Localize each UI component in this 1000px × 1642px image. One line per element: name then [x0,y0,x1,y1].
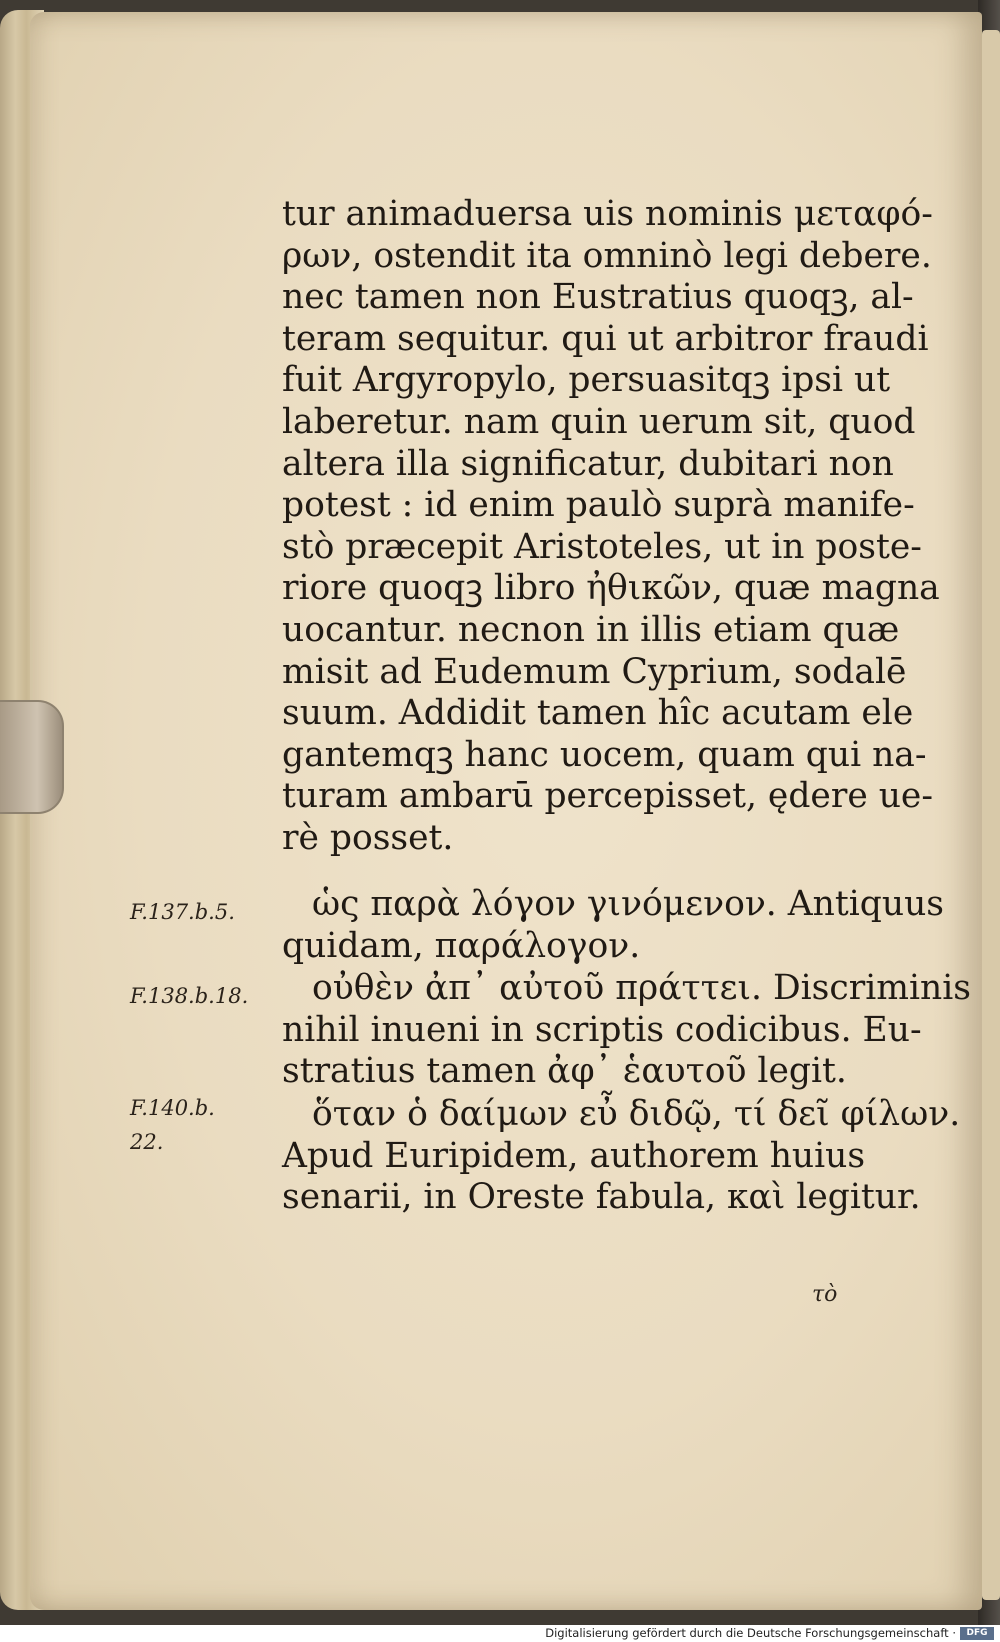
annotation-entry [282,968,971,1093]
margin-reference: F.138.b.18. [130,984,249,1008]
text-line: nihil inueni in scriptis codicibus. Eu- [282,1009,922,1050]
text-line: fuit Argyropylo, persuasitqꝫ ipsi ut [282,360,891,401]
text-line: stò præcepit Aristoteles, ut in poste- [282,526,922,567]
text-line: altera illa significatur, dubitari non [282,443,894,484]
text-line: stratius tamen ἀφ᾽ ἑαυτοῦ legit. [282,1051,847,1092]
margin-reference-continued: 22. [130,1130,164,1154]
text-line: ὡς παρὰ λόγον γινόμενον. Antiquus [312,884,945,924]
text-line: quidam, παράλογον. [282,925,641,966]
text-line: rè posset. [282,817,454,858]
text-line: uocantur. necnon in illis etiam quæ [282,609,900,650]
annotation-entry [282,1094,961,1219]
text-line: tur animaduersa uis nominis μεταφό- [282,194,933,234]
catchword: τὸ [812,1282,838,1307]
dfg-logo: DFG [960,1627,994,1640]
body-text [282,194,940,860]
text-line: riore quoqꝫ libro ἠθικῶν, quæ magna [282,568,940,609]
adjacent-page-edge [982,30,1000,1600]
margin-reference: F.137.b.5. [130,900,235,924]
text-line: Apud Euripidem, authorem huius [282,1135,866,1176]
page-clip [0,700,64,814]
text-line: suum. Addidit tamen hîc acutam ele [282,693,914,734]
text-line: nec tamen non Eustratius quoqꝫ, al- [282,277,914,318]
text-line: potest : id enim paulò suprà manife- [282,485,915,526]
text-line: gantemqꝫ hanc uocem, quam qui na- [282,734,927,775]
footer-credit: Digitalisierung gefördert durch die Deutsche Forschungsgemeinschaft · [545,1626,956,1640]
text-line: senarii, in Oreste fabula, καὶ legitur. [282,1177,921,1218]
text-line: laberetur. nam quin uerum sit, quod [282,401,916,442]
text-line: turam ambarū percepisset, ędere ue- [282,776,934,817]
footer-bar [0,1625,1000,1642]
text-line: ρων, ostendit ita omninò legi debere. [282,235,932,276]
text-line: misit ad Eudemum Cyprium, sodalē [282,651,907,692]
text-line: ὅταν ὁ δαίμων εὖ διδῷ, τί δεῖ φίλων. [312,1094,961,1134]
text-line: teram sequitur. qui ut arbitror fraudi [282,318,929,359]
text-line: οὐθὲν ἀπ᾽ αὐτοῦ πράττει. Discriminis [312,968,971,1008]
annotation-entry [282,884,945,967]
margin-reference: F.140.b. [130,1096,215,1120]
